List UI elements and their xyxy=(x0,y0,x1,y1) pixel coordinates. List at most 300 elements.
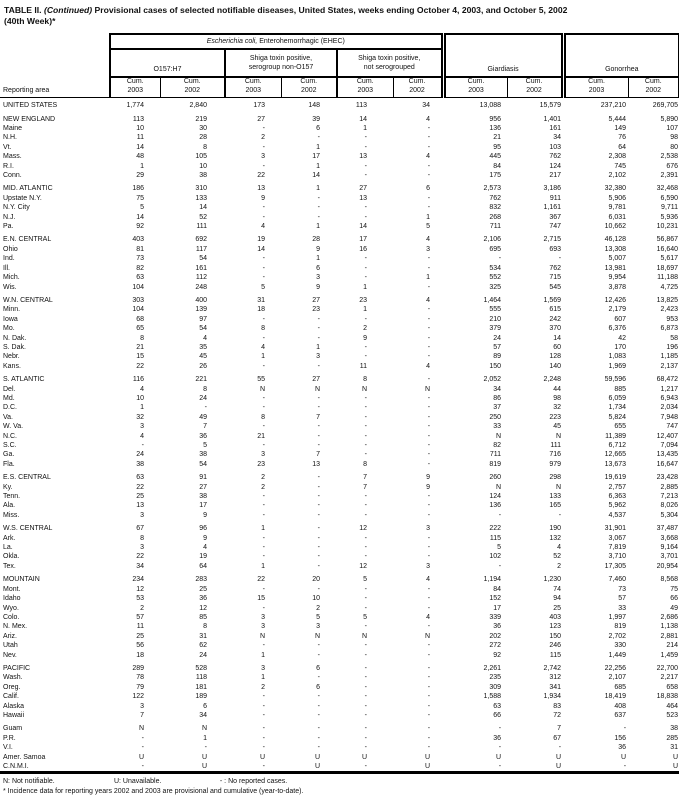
cell-value: 1 xyxy=(426,274,431,282)
cell-value: 6,873 xyxy=(660,325,679,333)
cell-value: 6,712 xyxy=(608,442,627,449)
cell-value: 13,435 xyxy=(656,451,679,459)
cell-value: 115 xyxy=(489,534,502,542)
cell-value: - xyxy=(364,702,367,710)
cell-value: 45 xyxy=(553,423,562,431)
row-label: Oreg. xyxy=(3,683,21,691)
cell-value: 2,137 xyxy=(660,362,679,370)
table-row xyxy=(0,375,679,384)
cell-value: 6,363 xyxy=(608,493,627,501)
cell-value: - xyxy=(427,343,431,351)
row-label: E.N. CENTRAL xyxy=(3,236,52,244)
cell-value: - xyxy=(317,674,320,682)
table-row xyxy=(0,473,679,482)
cell-value: 5,936 xyxy=(660,213,679,221)
cell-value: 156 xyxy=(614,734,627,742)
cell-value: 6,376 xyxy=(608,325,627,333)
cell-value: 2 xyxy=(557,562,562,570)
cell-value: 65 xyxy=(136,325,144,333)
cell-value: 21 xyxy=(136,343,144,351)
table-row xyxy=(0,254,679,263)
cell-value: 2,573 xyxy=(483,185,502,193)
cell-value: 234 xyxy=(132,576,144,584)
row-label: Idaho xyxy=(3,595,21,603)
cell-value: 17 xyxy=(493,604,502,612)
cell-value: 133 xyxy=(195,194,207,202)
cell-value: - xyxy=(262,162,265,170)
cell-value: N xyxy=(495,483,502,491)
cell-value: 716 xyxy=(549,451,562,459)
cell-value: 30 xyxy=(199,125,207,132)
cell-value: - xyxy=(141,442,144,449)
row-label: Wyo. xyxy=(3,604,19,612)
cell-value: - xyxy=(317,334,320,342)
cell-value: 2,107 xyxy=(608,674,627,682)
cell-value: 403 xyxy=(549,613,562,621)
cell-value: - xyxy=(317,642,320,650)
cell-value: - xyxy=(364,204,367,212)
cell-value: - xyxy=(317,702,320,710)
row-label: Wash. xyxy=(3,674,23,682)
cell-value: 31,901 xyxy=(604,525,627,533)
cell-value: 73 xyxy=(136,255,144,263)
cell-value: 339 xyxy=(489,613,502,621)
cell-value: 3 xyxy=(140,702,144,710)
table-row xyxy=(0,394,679,403)
cell-value: 6,590 xyxy=(660,194,679,202)
cell-value: 248 xyxy=(195,283,207,291)
cell-value: 63 xyxy=(136,474,144,482)
cell-value: 2 xyxy=(363,325,367,333)
cell-value: 34 xyxy=(199,711,207,719)
cell-value: 161 xyxy=(549,125,562,132)
cell-value: - xyxy=(364,734,367,742)
cell-value: - xyxy=(110,762,160,773)
cell-value: 7 xyxy=(203,423,207,431)
cell-value: 1 xyxy=(363,283,367,291)
cell-value: - xyxy=(364,744,367,752)
row-label: Md. xyxy=(3,394,15,402)
page-title xyxy=(0,5,679,28)
cell-value: 17 xyxy=(312,153,320,161)
cell-value: 6 xyxy=(426,185,431,193)
row-label: Fla. xyxy=(3,460,15,468)
row-label: Conn. xyxy=(3,172,22,180)
cell-value: 49 xyxy=(199,413,207,421)
cell-value: 17 xyxy=(199,502,207,510)
cell-value: 219 xyxy=(195,115,207,123)
cell-value: - xyxy=(364,664,367,672)
column-subgroup-shiga-not-serogrouped xyxy=(337,49,443,77)
row-label: W. Va. xyxy=(3,423,24,431)
cell-value: 189 xyxy=(195,693,207,701)
table-row xyxy=(0,711,679,720)
cell-value: - xyxy=(262,734,265,742)
cell-value: 5 xyxy=(140,204,144,212)
row-label: UNITED STATES xyxy=(3,102,58,110)
cell-value: 5,906 xyxy=(608,194,627,202)
cell-value: - xyxy=(364,585,367,593)
cell-value: 27 xyxy=(257,115,265,123)
cell-value: - xyxy=(427,423,431,431)
cell-value: - xyxy=(427,651,431,659)
table-row xyxy=(0,762,679,773)
row-label: Amer. Samoa xyxy=(3,753,46,761)
cell-value: 12,665 xyxy=(604,451,627,459)
cell-value: 7 xyxy=(363,483,367,491)
cell-value: 3 xyxy=(261,664,265,672)
row-label: Pa. xyxy=(3,223,14,231)
cell-value: - xyxy=(317,194,320,202)
cell-value: 7,948 xyxy=(660,413,679,421)
cell-value: 23 xyxy=(359,296,367,304)
cell-value: - xyxy=(364,604,367,612)
cell-value: - xyxy=(427,553,431,561)
cell-value: - xyxy=(364,623,367,631)
cell-value: 1 xyxy=(426,213,431,221)
cell-value: - xyxy=(427,683,431,691)
cell-value: - xyxy=(262,442,265,449)
cell-value: 68 xyxy=(136,315,144,323)
cell-value: 1,083 xyxy=(608,353,627,361)
cell-value: - xyxy=(317,315,320,323)
cell-value: 19 xyxy=(257,236,265,244)
cell-value: - xyxy=(364,693,367,701)
cell-value: 2 xyxy=(261,134,265,142)
cell-value: 8 xyxy=(363,376,367,384)
table-row xyxy=(0,604,679,613)
cell-value: 5,890 xyxy=(660,115,679,123)
cell-value: 3,067 xyxy=(608,534,627,542)
row-label: Mass. xyxy=(3,153,22,161)
cell-value: 5,304 xyxy=(660,511,679,519)
cell-value: 9 xyxy=(261,194,265,202)
cell-value: 523 xyxy=(666,711,679,719)
cell-value: 37,487 xyxy=(656,525,679,533)
cell-value: 8 xyxy=(261,413,265,421)
cell-value: - xyxy=(427,534,431,542)
cell-value: 1 xyxy=(316,143,320,151)
table-row xyxy=(0,235,679,244)
cell-value: 29 xyxy=(136,172,144,180)
cell-value: 2,248 xyxy=(543,376,562,384)
column-group-ehec xyxy=(110,34,443,49)
cell-value: U xyxy=(138,753,144,761)
cell-value: 19,619 xyxy=(604,474,627,482)
cell-value: - xyxy=(317,534,320,542)
cell-value: - xyxy=(364,134,367,142)
row-label: Colo. xyxy=(3,613,20,621)
cell-value: 25 xyxy=(136,632,144,640)
cell-value: 7 xyxy=(557,725,562,733)
cell-value: 9 xyxy=(426,483,431,491)
cell-value: 711 xyxy=(489,223,502,231)
cell-value: - xyxy=(443,762,507,773)
cell-value: 91 xyxy=(199,474,207,482)
row-label: W.N. CENTRAL xyxy=(3,296,53,304)
cell-value: 111 xyxy=(550,442,562,449)
cell-value: 655 xyxy=(614,423,627,431)
table-row xyxy=(0,194,679,203)
cell-value: 11,389 xyxy=(605,432,627,440)
cell-value: 10 xyxy=(136,125,144,132)
cell-value: 10,662 xyxy=(604,223,627,231)
cell-value: - xyxy=(262,511,265,519)
cell-value: - xyxy=(317,442,320,449)
row-label: MOUNTAIN xyxy=(3,576,40,584)
cell-value: - xyxy=(317,432,320,440)
cell-value: 57 xyxy=(136,613,144,621)
row-label: Hawaii xyxy=(3,711,25,719)
cell-value: - xyxy=(262,725,265,733)
cell-value: - xyxy=(262,642,265,650)
cell-value: - xyxy=(427,664,431,672)
cell-value: 4,537 xyxy=(608,511,627,519)
row-label: Va. xyxy=(3,413,13,421)
cell-value: 325 xyxy=(489,283,502,291)
cell-value: - xyxy=(317,585,320,593)
row-label: N. Dak. xyxy=(3,334,27,342)
cell-value: 1 xyxy=(261,353,265,361)
cell-value: 39 xyxy=(312,115,320,123)
cell-value: 37 xyxy=(493,404,502,412)
cell-value: 11,188 xyxy=(657,274,679,282)
cell-value: 86 xyxy=(493,394,502,402)
table-row xyxy=(0,543,679,552)
column-header-cum-2002: Cum. 2002 xyxy=(160,77,225,98)
cell-value: 64 xyxy=(199,562,207,570)
cell-value: 7,213 xyxy=(660,493,679,501)
cell-value: 36 xyxy=(618,744,627,752)
cell-value: 9,711 xyxy=(661,204,679,212)
cell-value: 123 xyxy=(549,623,562,631)
cell-value: 2,881 xyxy=(660,632,679,640)
cell-value: - xyxy=(262,544,265,552)
table-row xyxy=(0,115,679,124)
cell-value: U xyxy=(259,753,265,761)
cell-value: 140 xyxy=(549,362,562,370)
cell-value: 107 xyxy=(666,125,679,132)
cell-value: 6 xyxy=(203,702,207,710)
cell-value: 4 xyxy=(426,115,431,123)
cell-value: - xyxy=(364,651,367,659)
cell-value: 55 xyxy=(257,376,265,384)
cell-value: 534 xyxy=(489,264,502,272)
cell-value: 3 xyxy=(261,623,265,631)
table-row xyxy=(0,501,679,510)
cell-value: 136 xyxy=(489,502,502,510)
cell-value: 22 xyxy=(257,172,265,180)
cell-value: 32 xyxy=(553,404,562,412)
cell-value: 310 xyxy=(195,185,207,193)
cell-value: - xyxy=(427,585,431,593)
cell-value: 161 xyxy=(195,264,207,272)
cell-value: 17,305 xyxy=(604,562,627,570)
table-row xyxy=(0,283,679,292)
cell-value: - xyxy=(141,744,144,752)
cell-value: - xyxy=(427,204,431,212)
cell-value: 16 xyxy=(359,245,367,253)
cell-value: - xyxy=(427,493,431,501)
cell-value: 3,878 xyxy=(608,283,627,291)
cell-value: 237,210 xyxy=(600,102,627,110)
row-label: N. Mex. xyxy=(3,623,28,631)
cell-value: 464 xyxy=(666,702,679,710)
cell-value: - xyxy=(427,642,431,650)
cell-value: 83 xyxy=(553,702,562,710)
cell-value: - xyxy=(262,534,265,542)
cell-value: - xyxy=(204,744,207,752)
cell-value: 8 xyxy=(203,385,207,393)
cell-value: 196 xyxy=(666,343,679,351)
cell-value: 7 xyxy=(140,711,144,719)
column-header-cum-2002: Cum. 2002 xyxy=(507,77,563,98)
cell-value: 94 xyxy=(553,595,562,603)
cell-value: 3,186 xyxy=(543,185,562,193)
cell-value: 12 xyxy=(136,585,144,593)
cell-value: - xyxy=(427,172,431,180)
cell-value: 6,031 xyxy=(608,213,627,221)
cell-value: 190 xyxy=(549,525,562,533)
cell-value: U xyxy=(495,753,502,761)
cell-value: 13,088 xyxy=(479,102,502,110)
cell-value: 82 xyxy=(493,442,502,449)
cell-value: 5 xyxy=(363,613,367,621)
cell-value: - xyxy=(364,553,367,561)
cell-value: 260 xyxy=(489,474,502,482)
cell-value: 14 xyxy=(359,115,367,123)
cell-value: 75 xyxy=(670,585,679,593)
cell-value: - xyxy=(427,442,431,449)
cell-value: 1 xyxy=(261,562,265,570)
cell-value: 18 xyxy=(136,651,144,659)
cell-value: 14 xyxy=(553,334,562,342)
table-row xyxy=(0,594,679,603)
row-label: Calif. xyxy=(3,693,19,701)
cell-value: U xyxy=(507,762,563,773)
cell-value: 84 xyxy=(493,162,502,170)
cell-value: 1 xyxy=(316,185,320,193)
cell-value: 67 xyxy=(136,525,144,533)
table-row xyxy=(0,362,679,371)
cell-value: 217 xyxy=(549,172,562,180)
row-label: Miss. xyxy=(3,511,20,519)
cell-value: 2,742 xyxy=(543,664,562,672)
cell-value: 4 xyxy=(557,544,562,552)
cell-value: U xyxy=(160,762,225,773)
cell-value: - xyxy=(427,544,431,552)
cell-value: 148 xyxy=(308,102,320,110)
cell-value: - xyxy=(427,744,431,752)
cell-value: - xyxy=(498,744,502,752)
cell-value: 63 xyxy=(136,274,144,282)
cell-value: 2,686 xyxy=(660,613,679,621)
cell-value: 3,668 xyxy=(660,534,679,542)
cell-value: 4,725 xyxy=(660,283,679,291)
cell-value: 4 xyxy=(426,296,431,304)
table-row xyxy=(0,124,679,133)
cell-value: - xyxy=(317,134,320,142)
row-label: Ga. xyxy=(3,451,15,459)
cell-value: 66 xyxy=(670,595,679,603)
cell-value: 8 xyxy=(261,325,265,333)
row-label: Okla. xyxy=(3,553,20,561)
cell-value: 36 xyxy=(493,623,502,631)
cell-value: 96 xyxy=(199,525,207,533)
cell-value: 104 xyxy=(132,306,144,314)
cell-value: 3 xyxy=(261,451,265,459)
cell-value: 367 xyxy=(549,213,562,221)
row-label: Maine xyxy=(3,125,23,132)
table-row xyxy=(0,575,679,584)
cell-value: 34 xyxy=(553,134,562,142)
cell-value: 235 xyxy=(489,674,502,682)
cell-value: 1,774 xyxy=(126,102,144,110)
cell-value: 115 xyxy=(549,651,562,659)
cell-value: 555 xyxy=(489,306,502,314)
cell-value: - xyxy=(262,553,265,561)
cell-value: 552 xyxy=(489,274,502,282)
cell-value: 658 xyxy=(666,683,679,691)
cell-value: - xyxy=(317,493,320,501)
cell-value: 34 xyxy=(493,385,502,393)
cell-value: 607 xyxy=(614,315,627,323)
cell-value: 6,059 xyxy=(608,394,627,402)
cell-value: 18,697 xyxy=(656,264,679,272)
cell-value: 42 xyxy=(618,334,627,342)
cell-value: 59,596 xyxy=(604,376,627,384)
cell-value: - xyxy=(317,474,320,482)
footnote-legend xyxy=(3,777,679,787)
cell-value: 289 xyxy=(132,664,144,672)
row-label: Tex. xyxy=(3,562,16,570)
cell-value: 74 xyxy=(553,585,562,593)
table-row xyxy=(0,203,679,212)
row-label: Kans. xyxy=(3,362,21,370)
cell-value: 46,128 xyxy=(604,236,627,244)
cell-value: 298 xyxy=(549,474,562,482)
cell-value: 62 xyxy=(199,642,207,650)
cell-value: - xyxy=(262,585,265,593)
footnote-incidence: * Incidence data for reporting years 2002 and 2003 are provisional and cumulative (year-to-date). xyxy=(3,788,304,796)
cell-value: 82 xyxy=(136,264,144,272)
cell-value: 66 xyxy=(493,711,502,719)
row-label: Utah xyxy=(3,642,18,650)
cell-value: 14 xyxy=(257,245,265,253)
cell-value: 8,026 xyxy=(660,502,679,510)
cell-value: 2,102 xyxy=(608,172,627,180)
cell-value: - xyxy=(317,362,320,370)
cell-value: 1,969 xyxy=(608,362,627,370)
cell-value: 1,161 xyxy=(543,204,562,212)
cell-value: 122 xyxy=(132,693,144,701)
o157h7-label: O157:H7 xyxy=(153,65,182,73)
table-row xyxy=(0,296,679,305)
cell-value: 4 xyxy=(426,576,431,584)
cell-value: - xyxy=(317,725,320,733)
cell-value: U xyxy=(393,762,443,773)
cell-value: 2,702 xyxy=(608,632,627,640)
cell-value: 22,256 xyxy=(604,664,627,672)
cell-value: 4 xyxy=(140,385,144,393)
cell-value: 1,934 xyxy=(543,693,562,701)
row-label: Nebr. xyxy=(3,353,20,361)
row-label: N.Y. City xyxy=(3,204,30,212)
cell-value: 92 xyxy=(136,223,144,231)
shiga-not-sero-line2: not serogrouped xyxy=(363,63,415,71)
cell-value: 953 xyxy=(666,315,679,323)
cell-value: - xyxy=(364,413,367,421)
